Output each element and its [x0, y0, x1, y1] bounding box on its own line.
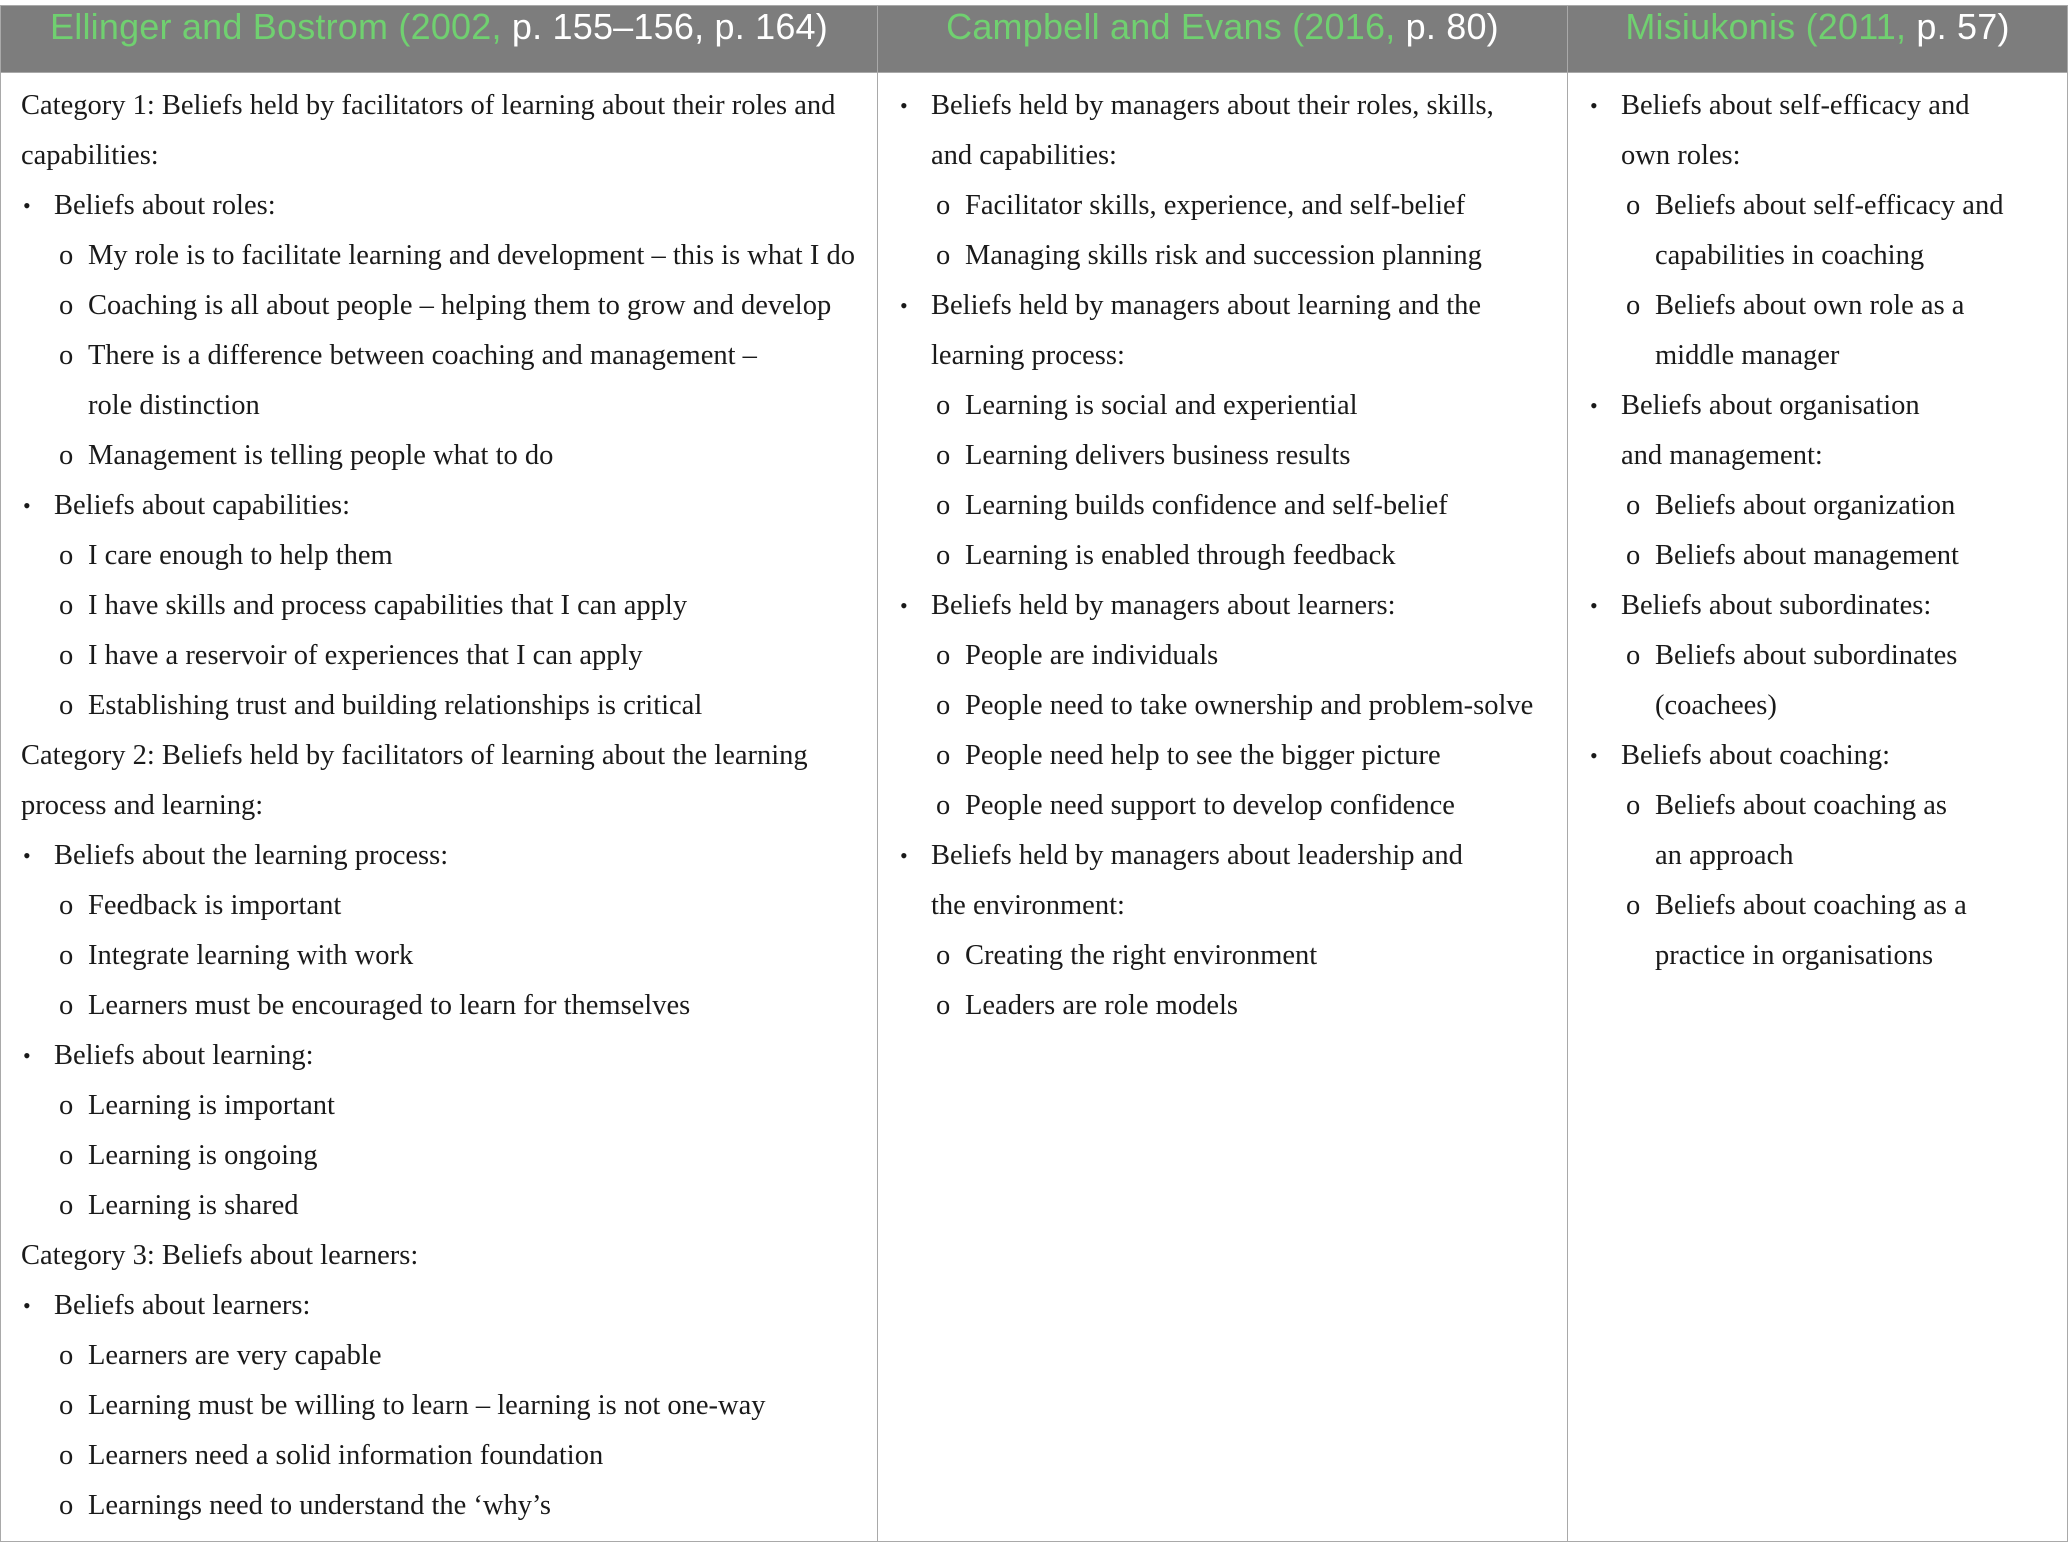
sub-item: o Leaders are role models	[898, 981, 1567, 1031]
sub-item: o My role is to facilitate learning and development – this is what I do	[21, 231, 877, 281]
header-ellinger-bostrom	[1, 6, 878, 73]
bullet-item: • Beliefs about coaching:	[1588, 731, 2067, 781]
sub-item-continuation: role distinction	[88, 390, 260, 421]
category-heading: Category 2: Beliefs held by facilitators of learning about the learning	[21, 740, 808, 771]
bullet-item: • Beliefs held by managers about their roles, skills,	[898, 81, 1567, 131]
sub-item: o Learning is ongoing	[21, 1131, 877, 1181]
category-heading: Category 1: Beliefs held by facilitators of learning about their roles and	[21, 90, 836, 121]
bullet-item: • Beliefs about subordinates:	[1588, 581, 2067, 631]
sub-item: o Beliefs about own role as a	[1588, 281, 2067, 331]
sub-item: o Learning is social and experiential	[898, 381, 1567, 431]
sub-item: o Learnings need to understand the ‘why’s	[21, 1481, 877, 1531]
header-citation-author: Campbell and Evans (2016,	[946, 6, 1396, 47]
header-citation-pages: p. 57)	[1906, 6, 2010, 47]
bullet-item: • Beliefs held by managers about leadership and	[898, 831, 1567, 881]
sub-item: o Feedback is important	[21, 881, 877, 931]
bullet-item: • Beliefs about organisation	[1588, 381, 2067, 431]
beliefs-comparison-table	[0, 5, 2068, 1542]
sub-item: o I have a reservoir of experiences that I can apply	[21, 631, 877, 681]
sub-item: o Beliefs about subordinates	[1588, 631, 2067, 681]
sub-item-continuation: capabilities in coaching	[1655, 240, 1925, 271]
cell-campbell-evans	[878, 73, 1568, 1542]
sub-item: o Integrate learning with work	[21, 931, 877, 981]
sub-item: o There is a difference between coaching and management –	[21, 331, 877, 381]
header-misiukonis	[1568, 6, 2068, 73]
category-heading: capabilities:	[21, 140, 159, 171]
header-campbell-evans	[878, 6, 1568, 73]
sub-item: o Beliefs about coaching as a	[1588, 881, 2067, 931]
sub-item: o People need to take ownership and problem-solve	[898, 681, 1567, 731]
sub-item: o Managing skills risk and succession planning	[898, 231, 1567, 281]
bullet-item: • Beliefs about roles:	[21, 181, 877, 231]
sub-item: o Establishing trust and building relationships is critical	[21, 681, 877, 731]
bullet-item: • Beliefs held by managers about learning and the	[898, 281, 1567, 331]
sub-item: o People need support to develop confidence	[898, 781, 1567, 831]
bullet-item: • Beliefs held by managers about learners:	[898, 581, 1567, 631]
bullet-item: • Beliefs about learners:	[21, 1281, 877, 1331]
header-citation-pages: p. 155–156, p. 164)	[501, 6, 828, 47]
sub-item: o People are individuals	[898, 631, 1567, 681]
sub-item: o Beliefs about organization	[1588, 481, 2067, 531]
sub-item: o People need help to see the bigger picture	[898, 731, 1567, 781]
sub-item: o Beliefs about coaching as	[1588, 781, 2067, 831]
sub-item-continuation: an approach	[1655, 840, 1794, 871]
bullet-item-continuation: and management:	[1621, 440, 1823, 471]
sub-item: o Learning builds confidence and self-belief	[898, 481, 1567, 531]
sub-item: o Facilitator skills, experience, and self-belief	[898, 181, 1567, 231]
sub-item: o Learners are very capable	[21, 1331, 877, 1381]
sub-item: o Coaching is all about people – helping them to grow and develop	[21, 281, 877, 331]
sub-item: o Management is telling people what to do	[21, 431, 877, 481]
sub-item: o Learning is enabled through feedback	[898, 531, 1567, 581]
sub-item: o Beliefs about management	[1588, 531, 2067, 581]
sub-item: o Learning delivers business results	[898, 431, 1567, 481]
sub-item: o Learners need a solid information foundation	[21, 1431, 877, 1481]
cell-ellinger-bostrom	[1, 73, 878, 1542]
sub-item: o Learning is shared	[21, 1181, 877, 1231]
sub-item: o I care enough to help them	[21, 531, 877, 581]
sub-item: o Beliefs about self-efficacy and	[1588, 181, 2067, 231]
bullet-item: • Beliefs about learning:	[21, 1031, 877, 1081]
sub-item-continuation: practice in organisations	[1655, 940, 1934, 971]
bullet-item: • Beliefs about the learning process:	[21, 831, 877, 881]
header-citation-pages: p. 80)	[1395, 6, 1499, 47]
category-heading: Category 3: Beliefs about learners:	[21, 1240, 419, 1271]
category-heading: process and learning:	[21, 790, 264, 821]
sub-item: o Learning is important	[21, 1081, 877, 1131]
header-row	[1, 6, 2068, 73]
bullet-item-continuation: and capabilities:	[931, 140, 1117, 171]
sub-item-continuation: (coachees)	[1655, 690, 1777, 721]
sub-item-continuation: middle manager	[1655, 340, 1840, 371]
sub-item: o Learning must be willing to learn – learning is not one-way	[21, 1381, 877, 1431]
sub-item: o I have skills and process capabilities that I can apply	[21, 581, 877, 631]
sub-item: o Creating the right environment	[898, 931, 1567, 981]
header-citation-author: Misiukonis (2011,	[1625, 6, 1907, 47]
bullet-item-continuation: learning process:	[931, 340, 1125, 371]
bullet-item: • Beliefs about capabilities:	[21, 481, 877, 531]
content-row	[1, 73, 2068, 1542]
header-citation-author: Ellinger and Bostrom (2002,	[50, 6, 502, 47]
bullet-item-continuation: own roles:	[1621, 140, 1741, 171]
cell-misiukonis	[1568, 73, 2068, 1542]
bullet-item-continuation: the environment:	[931, 890, 1125, 921]
sub-item: o Learners must be encouraged to learn for themselves	[21, 981, 877, 1031]
bullet-item: • Beliefs about self-efficacy and	[1588, 81, 2067, 131]
